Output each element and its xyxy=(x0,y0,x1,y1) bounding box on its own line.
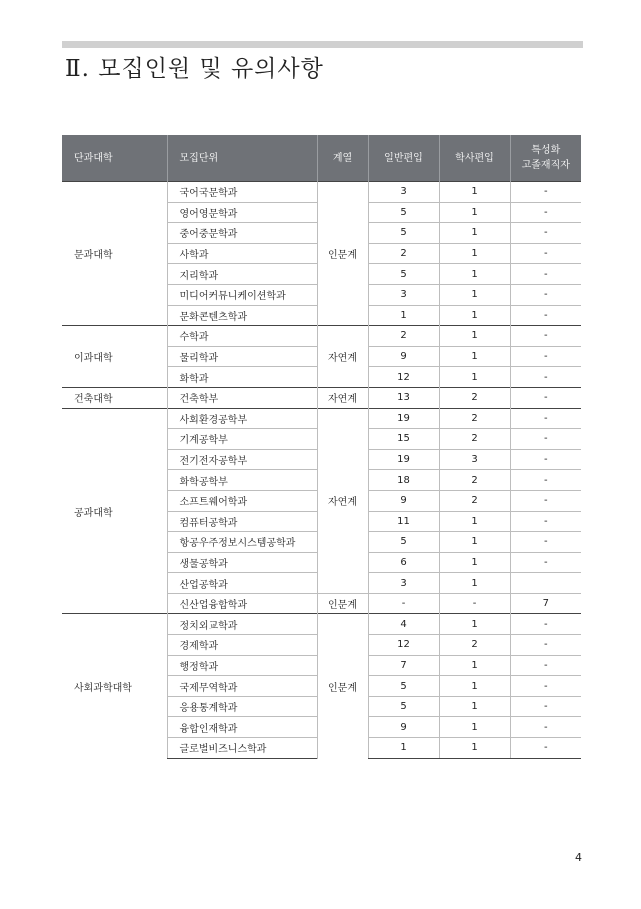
table-row xyxy=(62,326,581,347)
page-number: 4 xyxy=(575,851,582,864)
special-count-cell: - xyxy=(510,429,581,450)
general-count-cell: 2 xyxy=(368,243,439,264)
series-cell: 인문계 xyxy=(317,593,368,614)
bachelor-count-cell: 1 xyxy=(439,367,510,388)
table-header-row xyxy=(62,135,581,182)
general-count-cell: 5 xyxy=(368,696,439,717)
bachelor-count-cell: 1 xyxy=(439,676,510,697)
unit-cell: 국제무역학과 xyxy=(167,676,317,697)
bachelor-count-cell: 2 xyxy=(439,429,510,450)
unit-cell: 중어중문학과 xyxy=(167,223,317,244)
bachelor-count-cell: 1 xyxy=(439,202,510,223)
special-count-cell: - xyxy=(510,470,581,491)
special-count-cell: - xyxy=(510,490,581,511)
bachelor-count-cell: 1 xyxy=(439,717,510,738)
unit-cell: 영어영문학과 xyxy=(167,202,317,223)
special-count-cell: - xyxy=(510,552,581,573)
special-count-cell: - xyxy=(510,696,581,717)
header-series: 계열 xyxy=(317,135,368,182)
unit-cell: 기계공학부 xyxy=(167,429,317,450)
bachelor-count-cell: 2 xyxy=(439,408,510,429)
special-count-cell: - xyxy=(510,367,581,388)
title-rule xyxy=(62,41,583,48)
college-cell: 건축대학 xyxy=(62,387,167,408)
bachelor-count-cell: 2 xyxy=(439,470,510,491)
table-row xyxy=(62,182,581,203)
bachelor-count-cell: 1 xyxy=(439,326,510,347)
unit-cell: 건축학부 xyxy=(167,387,317,408)
special-count-cell: - xyxy=(510,655,581,676)
bachelor-count-cell: 1 xyxy=(439,511,510,532)
general-count-cell: 7 xyxy=(368,655,439,676)
bachelor-count-cell: 1 xyxy=(439,284,510,305)
special-count-cell: - xyxy=(510,532,581,553)
general-count-cell: 9 xyxy=(368,346,439,367)
series-cell: 인문계 xyxy=(317,614,368,758)
table-row xyxy=(62,408,581,429)
bachelor-count-cell: - xyxy=(439,593,510,614)
bachelor-count-cell: 1 xyxy=(439,532,510,553)
special-count-cell: - xyxy=(510,264,581,285)
special-count-cell: - xyxy=(510,223,581,244)
special-count-cell: - xyxy=(510,387,581,408)
bachelor-count-cell: 1 xyxy=(439,182,510,203)
general-count-cell: 12 xyxy=(368,367,439,388)
general-count-cell: 1 xyxy=(368,305,439,326)
bachelor-count-cell: 1 xyxy=(439,346,510,367)
unit-cell: 글로벌비즈니스학과 xyxy=(167,738,317,759)
header-general-transfer: 일반편입 xyxy=(368,135,439,182)
bachelor-count-cell: 2 xyxy=(439,635,510,656)
header-special-worker: 특성화 고졸재직자 xyxy=(510,135,581,182)
general-count-cell: 19 xyxy=(368,408,439,429)
special-count-cell: - xyxy=(510,635,581,656)
series-cell: 인문계 xyxy=(317,182,368,326)
bachelor-count-cell: 1 xyxy=(439,696,510,717)
special-count-cell: - xyxy=(510,738,581,759)
unit-cell: 신산업융합학과 xyxy=(167,593,317,614)
bachelor-count-cell: 1 xyxy=(439,655,510,676)
general-count-cell: 19 xyxy=(368,449,439,470)
general-count-cell: 13 xyxy=(368,387,439,408)
unit-cell: 수학과 xyxy=(167,326,317,347)
special-count-cell: - xyxy=(510,284,581,305)
special-count-cell: - xyxy=(510,305,581,326)
bachelor-count-cell: 1 xyxy=(439,552,510,573)
series-cell: 자연계 xyxy=(317,408,368,593)
bachelor-count-cell: 1 xyxy=(439,223,510,244)
unit-cell: 사학과 xyxy=(167,243,317,264)
unit-cell: 융합인재학과 xyxy=(167,717,317,738)
series-cell: 자연계 xyxy=(317,326,368,388)
general-count-cell: 5 xyxy=(368,676,439,697)
unit-cell: 전기전자공학부 xyxy=(167,449,317,470)
unit-cell: 행정학과 xyxy=(167,655,317,676)
general-count-cell: 11 xyxy=(368,511,439,532)
special-count-cell: - xyxy=(510,511,581,532)
header-college: 단과대학 xyxy=(62,135,167,182)
special-count-cell xyxy=(510,573,581,594)
unit-cell: 항공우주정보시스템공학과 xyxy=(167,532,317,553)
special-count-cell: - xyxy=(510,182,581,203)
unit-cell: 응용통계학과 xyxy=(167,696,317,717)
bachelor-count-cell: 1 xyxy=(439,614,510,635)
enrollment-table xyxy=(62,135,581,759)
bachelor-count-cell: 1 xyxy=(439,573,510,594)
special-count-cell: - xyxy=(510,449,581,470)
general-count-cell: 3 xyxy=(368,573,439,594)
special-count-cell: - xyxy=(510,243,581,264)
special-count-cell: - xyxy=(510,326,581,347)
general-count-cell: 15 xyxy=(368,429,439,450)
bachelor-count-cell: 1 xyxy=(439,243,510,264)
special-count-cell: - xyxy=(510,717,581,738)
table-row xyxy=(62,614,581,635)
special-count-cell: - xyxy=(510,202,581,223)
bachelor-count-cell: 2 xyxy=(439,387,510,408)
header-bachelor-transfer: 학사편입 xyxy=(439,135,510,182)
general-count-cell: 5 xyxy=(368,202,439,223)
page-title: Ⅱ. 모집인원 및 유의사항 xyxy=(65,56,324,82)
unit-cell: 문화콘텐츠학과 xyxy=(167,305,317,326)
special-count-cell: - xyxy=(510,346,581,367)
unit-cell: 물리학과 xyxy=(167,346,317,367)
general-count-cell: 4 xyxy=(368,614,439,635)
college-cell: 이과대학 xyxy=(62,326,167,388)
unit-cell: 경제학과 xyxy=(167,635,317,656)
unit-cell: 산업공학과 xyxy=(167,573,317,594)
special-count-cell: - xyxy=(510,614,581,635)
unit-cell: 정치외교학과 xyxy=(167,614,317,635)
general-count-cell: 12 xyxy=(368,635,439,656)
bachelor-count-cell: 3 xyxy=(439,449,510,470)
general-count-cell: 5 xyxy=(368,223,439,244)
general-count-cell: 18 xyxy=(368,470,439,491)
unit-cell: 소프트웨어학과 xyxy=(167,490,317,511)
college-cell: 사회과학대학 xyxy=(62,614,167,758)
general-count-cell: 3 xyxy=(368,284,439,305)
bachelor-count-cell: 1 xyxy=(439,738,510,759)
unit-cell: 생물공학과 xyxy=(167,552,317,573)
table-row xyxy=(62,387,581,408)
general-count-cell: 9 xyxy=(368,490,439,511)
general-count-cell: 1 xyxy=(368,738,439,759)
general-count-cell: 5 xyxy=(368,264,439,285)
special-count-cell: 7 xyxy=(510,593,581,614)
bachelor-count-cell: 1 xyxy=(439,305,510,326)
series-cell: 자연계 xyxy=(317,387,368,408)
general-count-cell: 3 xyxy=(368,182,439,203)
unit-cell: 화학과 xyxy=(167,367,317,388)
unit-cell: 사회환경공학부 xyxy=(167,408,317,429)
general-count-cell: 2 xyxy=(368,326,439,347)
college-cell: 공과대학 xyxy=(62,408,167,614)
general-count-cell: 9 xyxy=(368,717,439,738)
general-count-cell: 6 xyxy=(368,552,439,573)
general-count-cell: 5 xyxy=(368,532,439,553)
unit-cell: 미디어커뮤니케이션학과 xyxy=(167,284,317,305)
bachelor-count-cell: 2 xyxy=(439,490,510,511)
table-body xyxy=(62,182,581,759)
unit-cell: 지리학과 xyxy=(167,264,317,285)
general-count-cell: - xyxy=(368,593,439,614)
unit-cell: 컴퓨터공학과 xyxy=(167,511,317,532)
header-unit: 모집단위 xyxy=(167,135,317,182)
special-count-cell: - xyxy=(510,408,581,429)
unit-cell: 화학공학부 xyxy=(167,470,317,491)
special-count-cell: - xyxy=(510,676,581,697)
bachelor-count-cell: 1 xyxy=(439,264,510,285)
unit-cell: 국어국문학과 xyxy=(167,182,317,203)
college-cell: 문과대학 xyxy=(62,182,167,326)
